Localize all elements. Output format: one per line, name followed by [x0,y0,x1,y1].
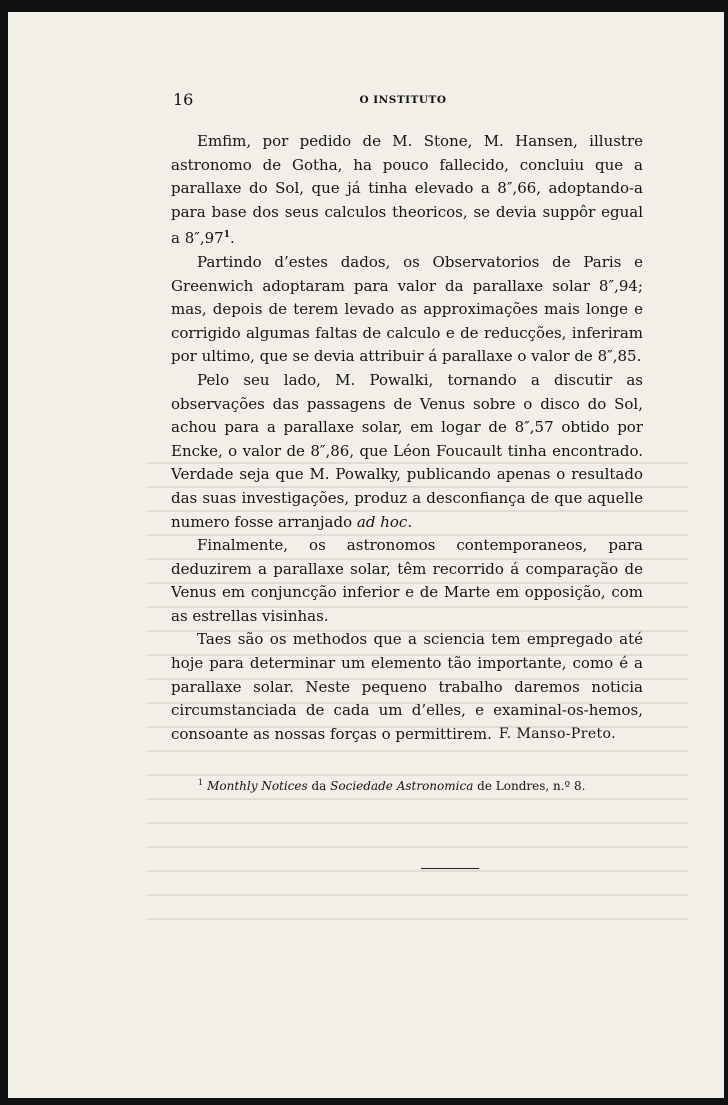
paragraph-3-italic: ad hoc [356,512,408,531]
footnote [198,778,638,793]
article-body [171,130,643,746]
footnote-journal: Monthly Notices [207,779,308,793]
paragraph-1-text: Emfim, por pedido de M. Stone, M. Hansen, illustre astronomo de Gotha, ha pouco fallecido, concluiu que a parallaxe do Sol, que já tinha elevado a 8″,66, adoptando-a para base dos seus calculos theoricos, se devia suppôr egual a 8″,97 [171,132,643,248]
footnote-marker: 1 [198,778,204,787]
paragraph-1 [171,130,643,251]
paragraph-1-end: . [229,229,235,248]
footnote-ref: 1 [223,230,230,241]
page [8,12,724,1098]
author-signature: F. Manso-Preto. [498,726,616,742]
paragraph-3 [171,369,643,534]
closing-rule [421,868,479,869]
footnote-society: Sociedade Astronomica [330,779,474,793]
page-number: 16 [173,90,194,109]
running-title: O INSTITUTO [359,94,447,106]
paragraph-2: Partindo d’estes dados, os Observatorios de Paris e Greenwich adoptaram para valor da parallaxe solar 8″,94; mas, depois de terem levado as approximações mais longe e corrigido algumas faltas de calculo e de reducções, inferiram por ultimo, que se devia attribuir á parallaxe o valor de 8″,85. [171,252,643,366]
page-header [173,90,633,112]
footnote-rest: de Londres, n.º 8. [473,779,586,793]
paragraph-3-text: Pelo seu lado, M. Powalki, tornando a discutir as observações das passagens de Venus sobre o disco do Sol, achou para a parallaxe solar, em logar de 8″,57 obtido por Encke, o valor de 8″,86, que Léon Foucault tinha encontrado. Verdade seja que M. Powalky, publicando apenas o resultado das suas investigações, produz a desconfiança de que aquelle numero fosse arranjado [171,370,643,531]
paragraph-4: Finalmente, os astronomos contemporaneos, para deduzirem a parallaxe solar, têm recorrido á comparação de Venus em conjuncção inferior e de Marte em opposição, com as estrellas visinhas. [171,536,643,625]
paragraph-5: Taes são os methodos que a sciencia tem empregado até hoje para determinar um elemento tão importante, como é a parallaxe solar. Neste pequeno trabalho daremos noticia circumstanciada de cada um d’elles, e examinal-os-hemos, consoante as nossas forças o permittirem. [171,630,643,743]
footnote-da: da [307,779,331,793]
paragraph-3-end: . [407,512,413,531]
